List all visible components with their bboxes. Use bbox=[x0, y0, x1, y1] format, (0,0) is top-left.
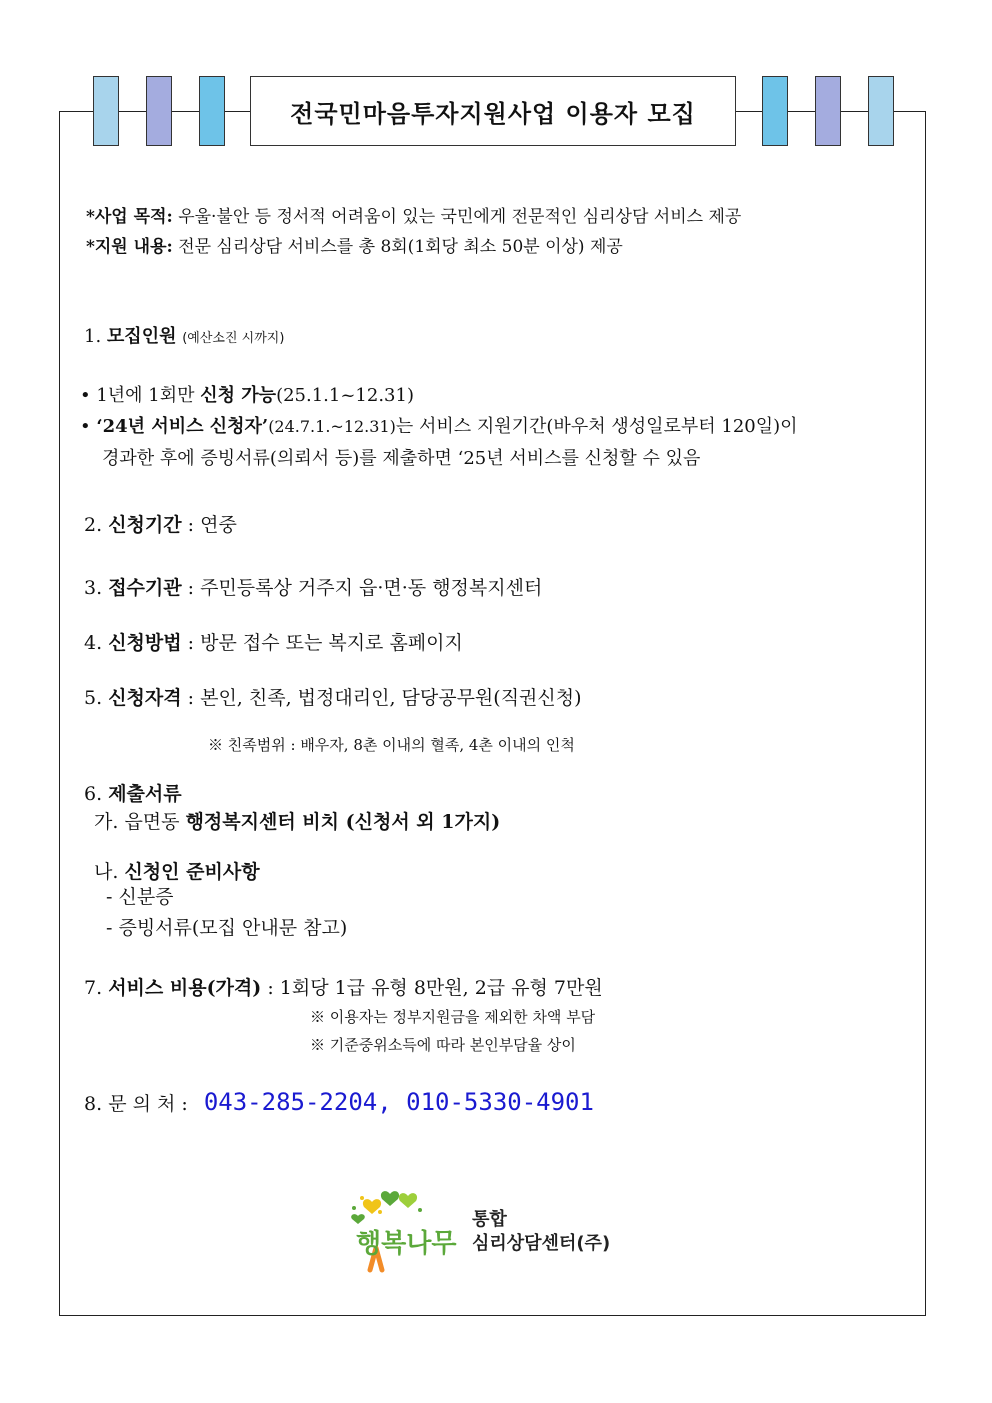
content-text: 전문 심리상담 서비스를 총 8회(1회당 최소 50분 이상) 제공 bbox=[178, 237, 623, 257]
section-1-note: (예산소진 시까지) bbox=[182, 331, 285, 346]
bullet-1-part-a: 1년에 1회만 bbox=[96, 385, 201, 406]
section-5-label: 신청자격 bbox=[108, 687, 182, 709]
bullet-2-part-c: 는 서비스 지원기간(바우처 생성일로부터 120일)이 bbox=[395, 416, 798, 437]
item-a-text: 읍면동 bbox=[124, 811, 180, 833]
bullet-2-part-a: ‘24년 서비스 신청자’ bbox=[96, 416, 269, 437]
left-tab-1 bbox=[93, 76, 119, 146]
section-1-bullet-1 bbox=[80, 381, 414, 407]
section-7-value: : 1회당 1급 유형 8만원, 2급 유형 7만원 bbox=[267, 977, 603, 999]
section-8-label: 문 의 처 : bbox=[108, 1093, 188, 1115]
section-6-heading bbox=[84, 779, 182, 806]
content-line bbox=[86, 232, 623, 257]
section-6-item-b-2: - 증빙서류(모집 안내문 참고) bbox=[106, 917, 348, 939]
section-4-label: 신청방법 bbox=[108, 632, 182, 654]
purpose-text: 우울·불안 등 정서적 어려움이 있는 국민에게 전문적인 심리상담 서비스 제공 bbox=[178, 207, 742, 227]
section-6-item-b bbox=[94, 857, 260, 884]
section-8-num: 8. bbox=[84, 1093, 103, 1115]
bullet-1-part-b: 신청 가능 bbox=[200, 385, 277, 406]
section-2 bbox=[84, 510, 237, 537]
logo-text bbox=[472, 1208, 610, 1256]
section-6-item-b-1: - 신분증 bbox=[106, 886, 174, 908]
section-6-num: 6. bbox=[84, 783, 103, 805]
section-5-value: : 본인, 친족, 법정대리인, 담당공무원(직권신청) bbox=[187, 687, 582, 709]
section-3-num: 3. bbox=[84, 577, 103, 599]
section-8 bbox=[84, 1088, 594, 1116]
item-a-prefix: 가. bbox=[94, 811, 119, 833]
center-logo bbox=[346, 1186, 646, 1276]
bullet-1-part-c: (25.1.1~12.31) bbox=[276, 385, 414, 406]
content-label: *지원 내용: bbox=[86, 237, 173, 257]
right-tab-3 bbox=[868, 76, 894, 146]
section-6-item-a bbox=[94, 807, 500, 834]
section-1-bullet-2 bbox=[80, 412, 798, 438]
section-7-label: 서비스 비용(가격) bbox=[108, 977, 262, 999]
logo-mark-icon bbox=[346, 1186, 466, 1276]
contact-phone-numbers[interactable]: 043-285-2204, 010-5330-4901 bbox=[203, 1088, 594, 1116]
item-b-bold: 신청인 준비사항 bbox=[124, 861, 260, 883]
section-7 bbox=[84, 973, 603, 1000]
section-5-num: 5. bbox=[84, 687, 103, 709]
section-7-note-2: ※ 기준중위소득에 따라 본인부담율 상이 bbox=[310, 1036, 576, 1054]
item-b-prefix: 나. bbox=[94, 861, 119, 883]
left-tab-2 bbox=[146, 76, 172, 146]
section-3-label: 접수기관 bbox=[108, 577, 182, 599]
section-3 bbox=[84, 573, 542, 600]
logo-line-1: 통합 bbox=[472, 1209, 507, 1230]
logo-line-2: 심리상담센터(주) bbox=[472, 1233, 611, 1254]
section-4 bbox=[84, 628, 463, 655]
section-6-label: 제출서류 bbox=[108, 783, 182, 805]
bullet-dot: • bbox=[80, 385, 97, 406]
page-title-text: 전국민마음투자지원사업 이용자 모집 bbox=[290, 99, 696, 128]
section-7-num: 7. bbox=[84, 977, 103, 999]
item-a-bold: 행정복지센터 비치 (신청서 외 1가지) bbox=[185, 811, 501, 833]
purpose-label: *사업 목적: bbox=[86, 207, 173, 227]
section-2-label: 신청기간 bbox=[108, 514, 182, 536]
bullet-2-part-b: (24.7.1.~12.31) bbox=[268, 417, 396, 436]
section-1-bullet-2-cont: 경과한 후에 증빙서류(의뢰서 등)를 제출하면 ‘25년 서비스를 신청할 수 있음 bbox=[102, 448, 701, 469]
section-3-value: : 주민등록상 거주지 읍·면·동 행정복지센터 bbox=[187, 577, 543, 599]
right-tab-1 bbox=[762, 76, 788, 146]
left-tab-3 bbox=[199, 76, 225, 146]
section-1-num: 1. bbox=[84, 326, 102, 347]
logo-mark-text: 행복나무 bbox=[356, 1229, 457, 1259]
section-2-num: 2. bbox=[84, 514, 103, 536]
section-5-note: ※ 친족범위 : 배우자, 8촌 이내의 혈족, 4촌 이내의 인척 bbox=[208, 736, 575, 754]
section-4-value: : 방문 접수 또는 복지로 홈페이지 bbox=[187, 632, 463, 654]
section-4-num: 4. bbox=[84, 632, 103, 654]
section-2-value: : 연중 bbox=[187, 514, 237, 536]
right-tab-2 bbox=[815, 76, 841, 146]
document-frame bbox=[59, 111, 926, 1316]
section-5 bbox=[84, 683, 582, 710]
section-7-note-1: ※ 이용자는 정부지원금을 제외한 차액 부담 bbox=[310, 1008, 596, 1026]
section-1-heading bbox=[84, 322, 284, 348]
purpose-line bbox=[86, 202, 741, 227]
bullet-dot: • bbox=[80, 416, 97, 437]
section-1-label: 모집인원 bbox=[106, 326, 177, 347]
page-title bbox=[250, 76, 736, 146]
